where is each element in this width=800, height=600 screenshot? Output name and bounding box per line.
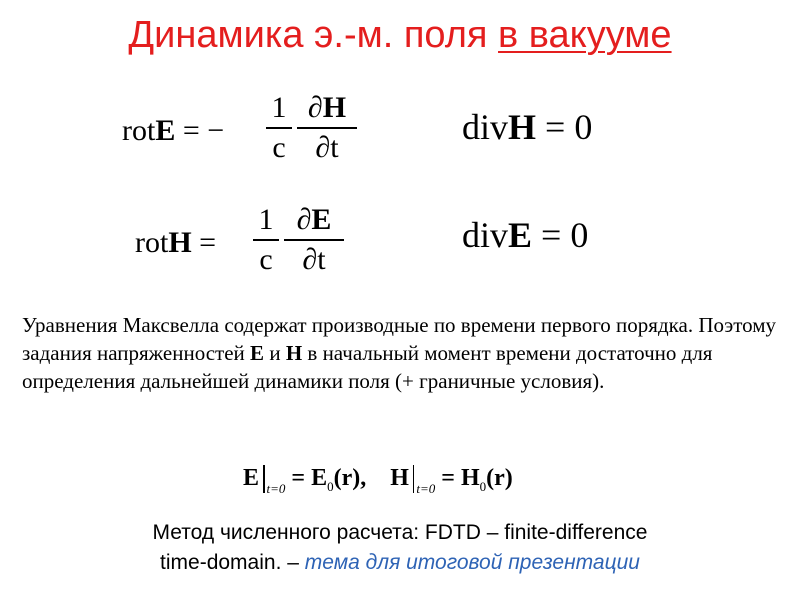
title-underlined: в вакууме — [498, 14, 672, 56]
rot-e-op: rot — [122, 114, 156, 147]
fraction-bar — [266, 127, 292, 129]
evaluation-bar — [413, 465, 415, 493]
rot-h-vec: H — [168, 226, 192, 259]
rot-h-deriv-den: ∂t — [302, 243, 326, 276]
paragraph-and: и — [264, 341, 286, 365]
method-line-2-italic: тема для итоговой презентации — [304, 551, 640, 574]
ic-h: H — [390, 465, 409, 491]
rot-e-deriv-den: ∂t — [315, 131, 339, 164]
ic-h-rhs: = H — [441, 465, 480, 491]
method-line-2-plain: time-domain. – — [160, 551, 305, 574]
rot-h-deriv-num: ∂E — [296, 203, 332, 236]
div-e-rhs: = 0 — [541, 215, 589, 255]
ic-e0-sub: 0 — [327, 479, 334, 494]
slide-title — [0, 14, 800, 57]
ic-e-sub: t=0 — [266, 481, 286, 496]
equation-div-e — [462, 214, 588, 256]
ic-e: E — [243, 465, 260, 491]
paragraph-e: E — [250, 341, 265, 365]
rot-e-deriv-num: ∂H — [307, 91, 347, 124]
evaluation-bar — [263, 465, 265, 493]
ic-e-rhs: = E — [291, 465, 328, 491]
fraction-bar — [297, 127, 357, 129]
fraction-bar — [253, 239, 279, 241]
equation-div-h — [462, 106, 592, 148]
ic-e-arg: (r), — [333, 465, 367, 491]
rot-h-coeff-fraction — [253, 205, 279, 275]
ic-h-arg: (r) — [486, 465, 513, 491]
rot-h-deriv-fraction — [284, 205, 344, 275]
div-h-rhs: = 0 — [545, 107, 593, 147]
method-note — [0, 518, 800, 578]
div-h-vec: H — [508, 107, 537, 147]
rot-h-coeff-num: 1 — [258, 203, 274, 236]
paragraph-text-1: Уравнения Максвелла содержат производные по времени первого порядка. Поэтому задания напряженностей — [22, 313, 777, 365]
div-e-op: div — [462, 215, 509, 255]
method-line-1: Метод численного расчета: FDTD – finite-difference — [152, 521, 648, 544]
rot-h-eq: = — [199, 226, 217, 259]
paragraph-h: H — [285, 341, 303, 365]
rot-e-coeff-den: c — [272, 131, 286, 164]
equation-rot-e — [122, 114, 224, 148]
rot-e-deriv-fraction — [297, 93, 357, 163]
rot-e-eq: = − — [182, 114, 225, 147]
title-main: Динамика э.-м. поля — [128, 14, 499, 56]
rot-e-vec: E — [155, 114, 176, 147]
rot-h-op: rot — [135, 226, 169, 259]
div-e-vec: E — [508, 215, 533, 255]
initial-conditions — [243, 465, 513, 497]
div-h-op: div — [462, 107, 509, 147]
rot-h-coeff-den: c — [259, 243, 273, 276]
explanation-paragraph — [22, 311, 782, 395]
fraction-bar — [284, 239, 344, 241]
paragraph-text-2: в начальный момент времени достаточно для определения дальнейшей динамики поля (+ граничные условия). — [22, 341, 713, 393]
rot-e-coeff-fraction — [266, 93, 292, 163]
method-line-2 — [0, 548, 800, 578]
ic-h-sub: t=0 — [416, 481, 436, 496]
equation-rot-h — [135, 226, 216, 260]
rot-e-coeff-num: 1 — [271, 91, 287, 124]
ic-h0-sub: 0 — [479, 479, 487, 494]
